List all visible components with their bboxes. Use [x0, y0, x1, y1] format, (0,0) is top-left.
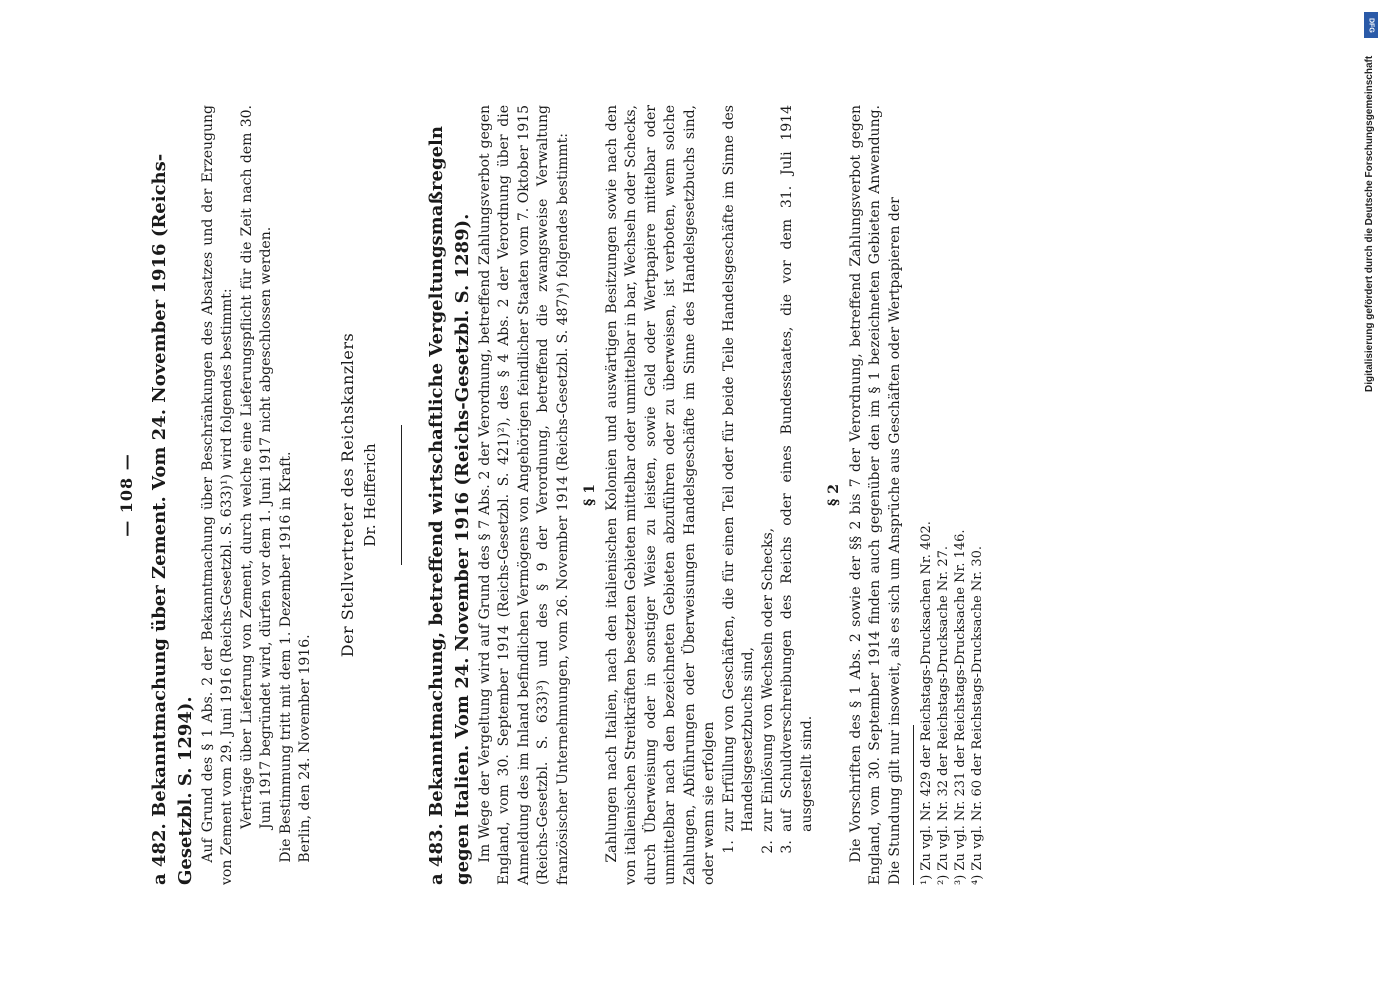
list-item: [759, 105, 779, 885]
footnote-divider: [913, 725, 914, 885]
digitization-credit: Digitalisierung gefördert durch die Deutsche Forschungsgemeinschaft: [1364, 55, 1375, 392]
list-item-text: zur Einlösung von Wechseln oder Schecks,: [759, 527, 776, 832]
notice-483-number: a 483.: [425, 823, 447, 885]
notice-483-heading: [424, 105, 476, 885]
list-item-number: 3.: [779, 840, 795, 854]
dfg-logo-icon: DFG: [1364, 12, 1378, 38]
list-item: [778, 105, 817, 885]
notice-482-number: a 482.: [148, 823, 170, 885]
footnote-1: ¹) Zu vgl. Nr. 429 der Reichstags-Drucksachen Nr. 402.: [919, 521, 934, 885]
list-item-text: zur Erfüllung von Geschäften, die für einen Teil oder für beide Teile Handelsgeschäfte im Sinne des Handelsgesetzbuchs sind,: [720, 105, 756, 832]
notice-482-heading: [147, 105, 199, 885]
footnote-3: ³) Zu vgl. Nr. 231 der Reichstags-Drucksache Nr. 146.: [953, 529, 968, 885]
notice-482-intro: Auf Grund des § 1 Abs. 2 der Bekanntmachung über Beschränkungen des Absatzes und der Erzeugung von Zement vom 29. Juni 1916 (Reichs-Gesetzbl. S. 633)¹) wird folgendes bestimmt:: [199, 105, 235, 885]
scanned-page: [117, 105, 1235, 885]
signer-title: Der Stellvertreter des Reichskanzlers: [337, 332, 357, 658]
section-2-label: § 2: [826, 484, 842, 506]
notice-483-intro: Im Wege der Vergeltung wird auf Grund des § 7 Abs. 2 der Verordnung, betreffend Zahlungsverbot gegen England, vom 30. September 1914 (Reichs-Gesetzbl. S. 421)²), des § 4 Abs. 2 der Verordnung über die Anmeldung des im Inland befindlichen Vermögens von Angehörigen feindlicher Staaten vom 7. Oktober 1915 (Reichs-Gesetzbl. S. 633)³) und des § 9 der Verordnung, betreffend die zwangsweise Verwaltung französischer Unternehmungen, vom 26. November 1914 (Reichs-Gesetzbl. S. 487)⁴) folgendes bestimmt:: [476, 105, 571, 885]
section-1-list: [720, 105, 818, 885]
list-item-number: 2.: [759, 840, 776, 854]
notice-483-title: Bekanntmachung, betreffend wirtschaftliche Vergeltungsmaßregeln gegen Italien. Vom 24. November 1916 (Reichs-Gesetzbl. S. 1289).: [425, 126, 473, 885]
footnote-2: ²) Zu vgl. Nr. 32 der Reichstags-Drucksache Nr. 27.: [936, 546, 951, 885]
footnote-4: ⁴) Zu vgl. Nr. 60 der Reichstags-Drucksache Nr. 30.: [970, 546, 985, 885]
section-divider: [401, 425, 402, 565]
notice-482-place-date: Berlin, den 24. November 1916.: [297, 634, 313, 863]
notice-482-effective: Die Bestimmung tritt mit dem 1. Dezember 1916 in Kraft.: [277, 451, 294, 863]
section-1-label: § 1: [582, 484, 598, 506]
list-item-text: auf Schuldverschreibungen des Reichs oder eines Bundesstaates, die vor dem 31. Juli 1914 ausgestellt sind.: [779, 105, 815, 832]
notice-482-title: Bekanntmachung über Zement. Vom 24. November 1916 (Reichs-Gesetzbl. S. 1294).: [148, 153, 196, 885]
notice-482-clause: Verträge über Lieferung von Zement, durch welche eine Lieferungspflicht für die Zeit nach dem 30. Juni 1917 begründet wird, dürfen vor dem 1. Juni 1917 nicht abgeschlossen werden.: [238, 105, 274, 829]
list-item-number: 1.: [720, 840, 737, 854]
list-item: [720, 105, 759, 885]
section-1-text: Zahlungen nach Italien, nach den italienischen Kolonien und auswärtigen Besitzungen sowie nach den von italienischen Streitkräften besetzten Gebieten mittelbar oder unmittelbar in bar, Wechseln oder Schecks, durch Überweisung oder in sonstiger Weise zu leisten, sowie Geld oder Wertpapiere mittelbar oder unmittelbar nach den bezeichneten Gebieten abzuführen oder zu überweisen, ist verboten, wenn solche Zahlungen, Abführungen oder Überweisungen Handelsgeschäfte im Sinne des Handelsgesetzbuchs sind, oder wenn sie erfolgen: [603, 105, 717, 885]
page-number: — 108 —: [117, 453, 136, 537]
signer-name: Dr. Helfferich: [361, 443, 379, 547]
section-2-text: Die Vorschriften des § 1 Abs. 2 sowie der §§ 2 bis 7 der Verordnung, betreffend Zahlungsverbot gegen England, vom 30. September 1914 finden auch gegenüber den im § 1 bezeichneten Gebieten Anwendung. Die Stundung gilt nur insoweit, als es sich um Ansprüche aus Geschäften oder Wertpapieren der: [847, 105, 903, 885]
